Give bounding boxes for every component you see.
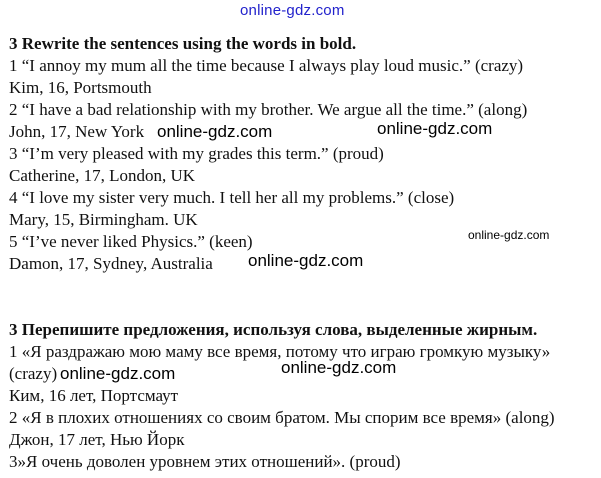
russian-line-2: (crazy)	[9, 364, 58, 383]
english-line-3: 2 “I have a bad relationship with my brother. We argue all the time.” (along)	[9, 100, 528, 119]
russian-line-5: Джон, 17 лет, Нью Йорк	[9, 430, 185, 449]
watermark-5: online-gdz.com	[281, 358, 397, 377]
english-line-6: Catherine, 17, London, UK	[9, 166, 196, 185]
english-line-7: 4 “I love my sister very much. I tell her all my problems.” (close)	[9, 188, 455, 207]
english-heading: 3 Rewrite the sentences using the words in bold.	[9, 34, 357, 53]
english-line-1: 1 “I annoy my mum all the time because I always play loud music.” (crazy)	[9, 56, 524, 75]
watermark-top: online-gdz.com	[240, 2, 345, 19]
russian-line-3: Ким, 16 лет, Портсмаут	[9, 386, 179, 405]
russian-line-4: 2 «Я в плохих отношениях со своим братом. Мы спорим все время» (along)	[9, 408, 555, 427]
english-line-5: 3 “I’m very pleased with my grades this term.” (proud)	[9, 144, 384, 163]
russian-heading: 3 Перепишите предложения, используя слова, выделенные жирным.	[9, 320, 538, 339]
watermark-1: online-gdz.com	[157, 122, 273, 141]
watermark-2: online-gdz.com	[377, 119, 493, 138]
watermark-6: online-gdz.com	[60, 364, 176, 383]
watermark-4: online-gdz.com	[248, 251, 364, 270]
russian-line-6: 3»Я очень доволен уровнем этих отношений». (proud)	[9, 452, 401, 471]
english-line-2: Kim, 16, Portsmouth	[9, 78, 152, 97]
russian-line-1: 1 «Я раздражаю мою маму все время, потому что играю громкую музыку»	[9, 342, 551, 361]
english-line-8: Mary, 15, Birmingham. UK	[9, 210, 198, 229]
english-line-4: John, 17, New York	[9, 122, 145, 141]
watermark-3: online-gdz.com	[468, 228, 550, 242]
english-line-9: 5 “I’ve never liked Physics.” (keen)	[9, 232, 253, 251]
english-line-10: Damon, 17, Sydney, Australia	[9, 254, 213, 273]
